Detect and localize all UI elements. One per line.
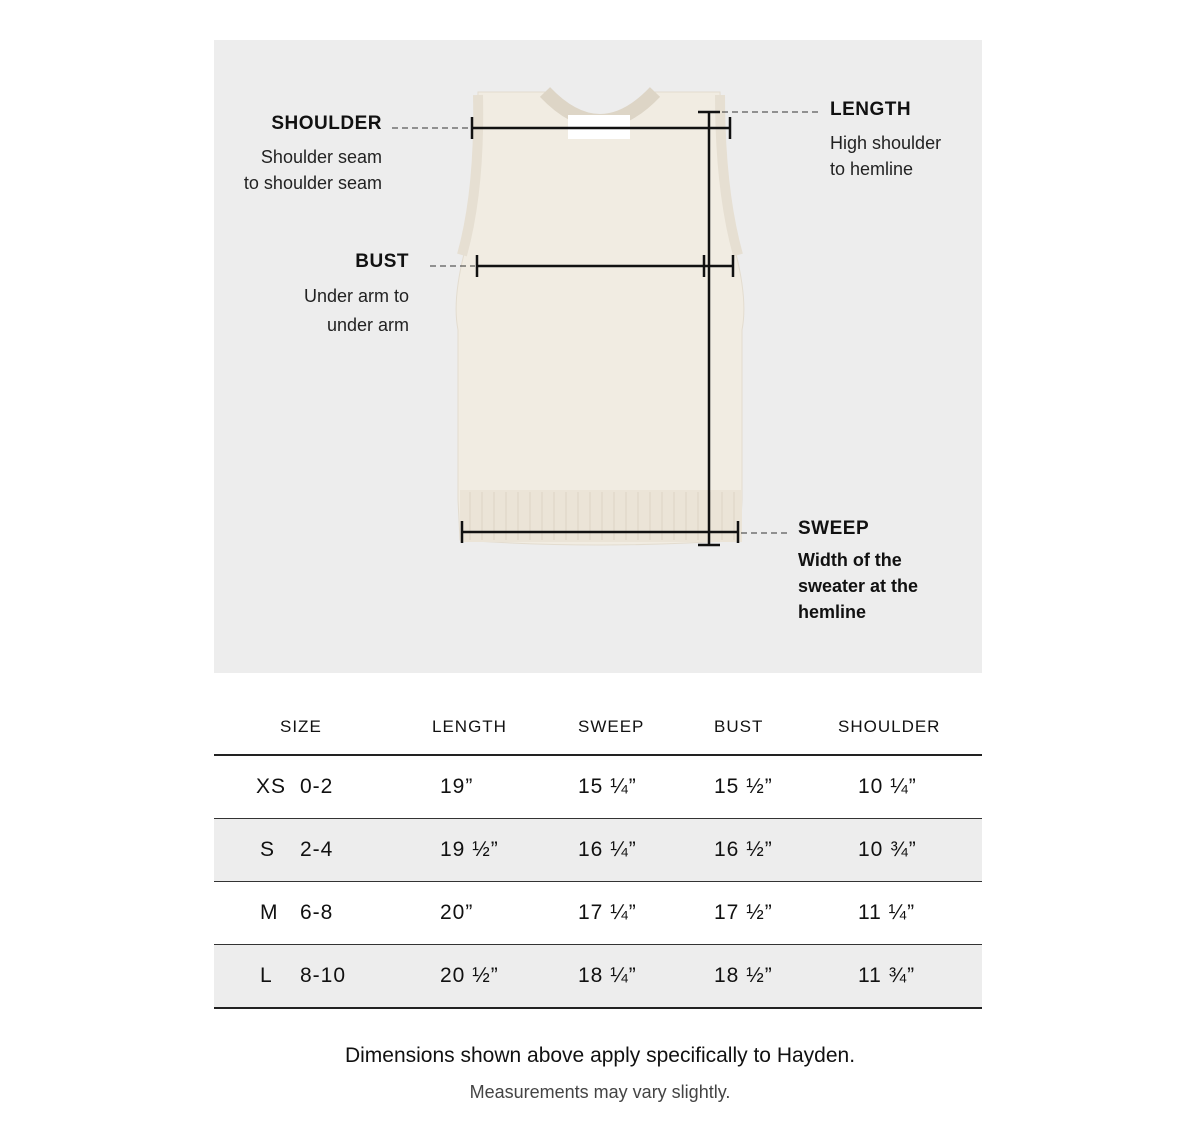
table-header-row xyxy=(214,700,982,755)
sweep-cell: 17 ¼” xyxy=(578,882,714,945)
shoulder-desc-line2: to shoulder seam xyxy=(243,173,382,193)
dimensions-note: Dimensions shown above apply specifically to Hayden. xyxy=(344,1044,856,1067)
size-code: XS xyxy=(256,775,287,798)
sweep-desc-line1: Width of the xyxy=(798,550,902,570)
shoulder-cell: 11 ¾” xyxy=(838,945,982,1009)
bust-cell: 18 ½” xyxy=(714,945,838,1009)
shoulder-cell: 10 ¾” xyxy=(838,819,982,882)
length-desc-line1: High shoulder xyxy=(830,133,942,153)
bust-desc-line1: Under arm to xyxy=(303,286,409,306)
size-cell xyxy=(214,882,432,945)
sweep-cell: 16 ¼” xyxy=(578,819,714,882)
length-callout xyxy=(830,98,941,182)
length-title: LENGTH xyxy=(830,99,912,120)
table-row xyxy=(214,755,982,819)
size-code: S xyxy=(260,838,276,861)
bust-callout xyxy=(304,250,409,340)
length-cell: 19 ½” xyxy=(432,819,578,882)
header-bust: BUST xyxy=(714,700,838,755)
bust-title: BUST xyxy=(355,251,409,272)
size-range: 6-8 xyxy=(300,901,334,924)
shoulder-title: SHOULDER xyxy=(271,113,382,134)
table-row xyxy=(214,882,982,945)
header-sweep: SWEEP xyxy=(578,700,714,755)
size-code: M xyxy=(260,901,279,924)
sweep-title: SWEEP xyxy=(798,518,870,539)
sweep-desc-line3: hemline xyxy=(798,602,867,622)
bust-desc-line2: under arm xyxy=(326,315,409,335)
header-size: SIZE xyxy=(214,700,432,755)
measurements-disclaimer: Measurements may vary slightly. xyxy=(469,1082,731,1102)
bust-cell: 15 ½” xyxy=(714,755,838,819)
length-cell: 20 ½” xyxy=(432,945,578,1009)
size-range: 2-4 xyxy=(300,838,334,861)
shoulder-callout xyxy=(244,112,382,196)
table-row xyxy=(214,819,982,882)
size-range: 8-10 xyxy=(300,964,347,987)
bust-cell: 16 ½” xyxy=(714,819,838,882)
size-range: 0-2 xyxy=(300,775,334,798)
sweep-desc-line2: sweater at the xyxy=(798,576,919,596)
shoulder-cell: 11 ¼” xyxy=(838,882,982,945)
size-cell xyxy=(214,755,432,819)
shoulder-desc-line1: Shoulder seam xyxy=(260,147,382,167)
sweep-callout xyxy=(798,517,918,625)
size-cell xyxy=(214,819,432,882)
sweep-cell: 15 ¼” xyxy=(578,755,714,819)
length-cell: 19” xyxy=(432,755,578,819)
size-code: L xyxy=(260,964,273,987)
length-cell: 20” xyxy=(432,882,578,945)
size-chart-table xyxy=(214,700,982,1009)
header-shoulder: SHOULDER xyxy=(838,700,982,755)
length-desc-line2: to hemline xyxy=(830,159,914,179)
bust-cell: 17 ½” xyxy=(714,882,838,945)
header-length: LENGTH xyxy=(432,700,578,755)
size-cell xyxy=(214,945,432,1009)
sweep-cell: 18 ¼” xyxy=(578,945,714,1009)
table-row xyxy=(214,945,982,1009)
shoulder-cell: 10 ¼” xyxy=(838,755,982,819)
